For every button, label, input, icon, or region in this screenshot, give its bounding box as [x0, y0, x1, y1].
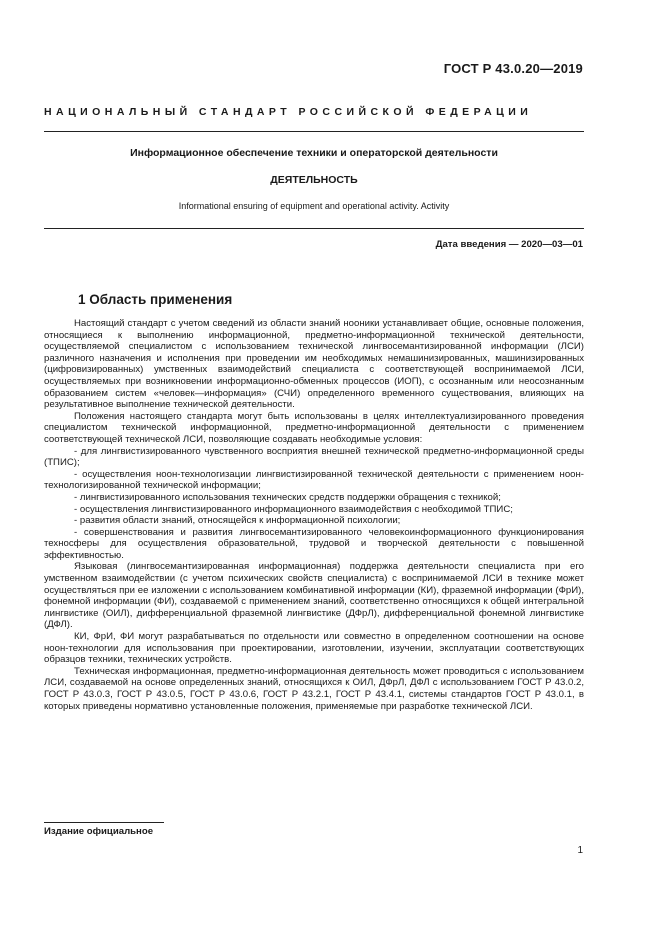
section-heading: 1 Область применения — [78, 292, 233, 307]
title-rule — [44, 228, 584, 229]
document-code: ГОСТ Р 43.0.20—2019 — [443, 61, 583, 76]
section-body — [44, 318, 584, 712]
paragraph: Настоящий стандарт с учетом сведений из области знаний нооники устанавливает общие, основные положения, относящиеся к выполнению информационной, предметно-информационной технической деятельности, осуществляемой специалистом с использованием технической лингвосемантизированной информации (ЛСИ) различного назначения и исполнения при проведении им необходимых немашинизированных, машинизированных (цифровизированных) умственных взаимодействий специалиста с соответствующей воспринимаемой ЛСИ, осуществляемых при возникновении информационно-обменных процессов (ИОП), с осознанным или неосознанным образованием систем «человек—информация» (СЧИ) определенного временного существования, влияющих на результативное выполнение технической деятельности. — [44, 318, 584, 411]
paragraph: Техническая информационная, предметно-информационная деятельность может проводиться с использованием ЛСИ, создаваемой на основе определенных знаний, относящихся к ОИЛ, ДФрЛ, ДФЛ с использованием ГОСТ Р 43.0.2, ГОСТ Р 43.0.3, ГОСТ Р 43.0.5, ГОСТ Р 43.0.6, ГОСТ Р 43.2.1, ГОСТ Р 43.4.1, системы стандартов ГОСТ Р 43.0.1, в которых приведены нормативно установленные положения, применяемые при разработке технической ЛСИ. — [44, 665, 584, 712]
list-item: - осуществления ноон-технологизации лингвистизированной технической деятельности с применением ноон-технологизированной технической информации; — [44, 468, 584, 492]
paragraph: Языковая (лингвосемантизированная информационная) поддержка деятельности специалиста при его умственном взаимодействии (с учетом психических свойств специалиста) с воспринимаемой ЛСИ в технике может осуществляться при ее изложении с использованием комбинативной информации (КИ), фраземной информации (ФрИ), фонемной информации (ФИ), создаваемой с применением знаний, соответственно относящихся к общей интегральной лингвистике (ОИЛ), дифференциальной фраземной лингвистике (ДФрЛ), дифференциальной фонемной лингвистике (ДФЛ). — [44, 561, 584, 631]
header-rule — [44, 131, 584, 132]
list-item: - лингвистизированного использования технических средств поддержки обращения с техникой; — [74, 491, 501, 503]
document-title-english: Informational ensuring of equipment and operational activity. Activity — [178, 201, 450, 211]
paragraph: Положения настоящего стандарта могут быть использованы в целях интеллектуализированного проведения специалистом технической информационной, предметно-информационной деятельности с применением соответствующей технической ЛСИ, позволяющие создавать необходимые условия: — [44, 410, 584, 445]
document-title: Информационное обеспечение техники и операторской деятельности — [130, 147, 498, 159]
national-standard-banner: НАЦИОНАЛЬНЫЙ СТАНДАРТ РОССИЙСКОЙ ФЕДЕРАЦИИ — [44, 106, 533, 118]
page-number: 1 — [577, 845, 583, 856]
list-item: - осуществления лингвистизированного информационного взаимодействия с необходимой ТПИС; — [74, 503, 513, 515]
footer-rule — [44, 822, 164, 823]
introduction-date: Дата введения — 2020—03—01 — [435, 239, 583, 250]
official-edition-label: Издание официальное — [44, 826, 154, 837]
list-item: - совершенствования и развития лингвосемантизированного человекоинформационного функционирования техносферы для осуществления образовательной, трудовой и творческой деятельности с повышенной эффективностью. — [44, 526, 584, 561]
list-item: - развития области знаний, относящейся к информационной психологии; — [74, 515, 401, 527]
list-item: - для лингвистизированного чувственного восприятия внешней технической предметно-информационной среды (ТПИС); — [44, 445, 584, 469]
document-subtitle: ДЕЯТЕЛЬНОСТЬ — [270, 174, 358, 186]
paragraph: КИ, ФрИ, ФИ могут разрабатываться по отдельности или совместно в определенном соотношении на основе ноон-технологии для использования при проектировании, изготовлении, изучении, эксплуатации соответствующих образцов техники, технических устройств. — [44, 631, 584, 666]
